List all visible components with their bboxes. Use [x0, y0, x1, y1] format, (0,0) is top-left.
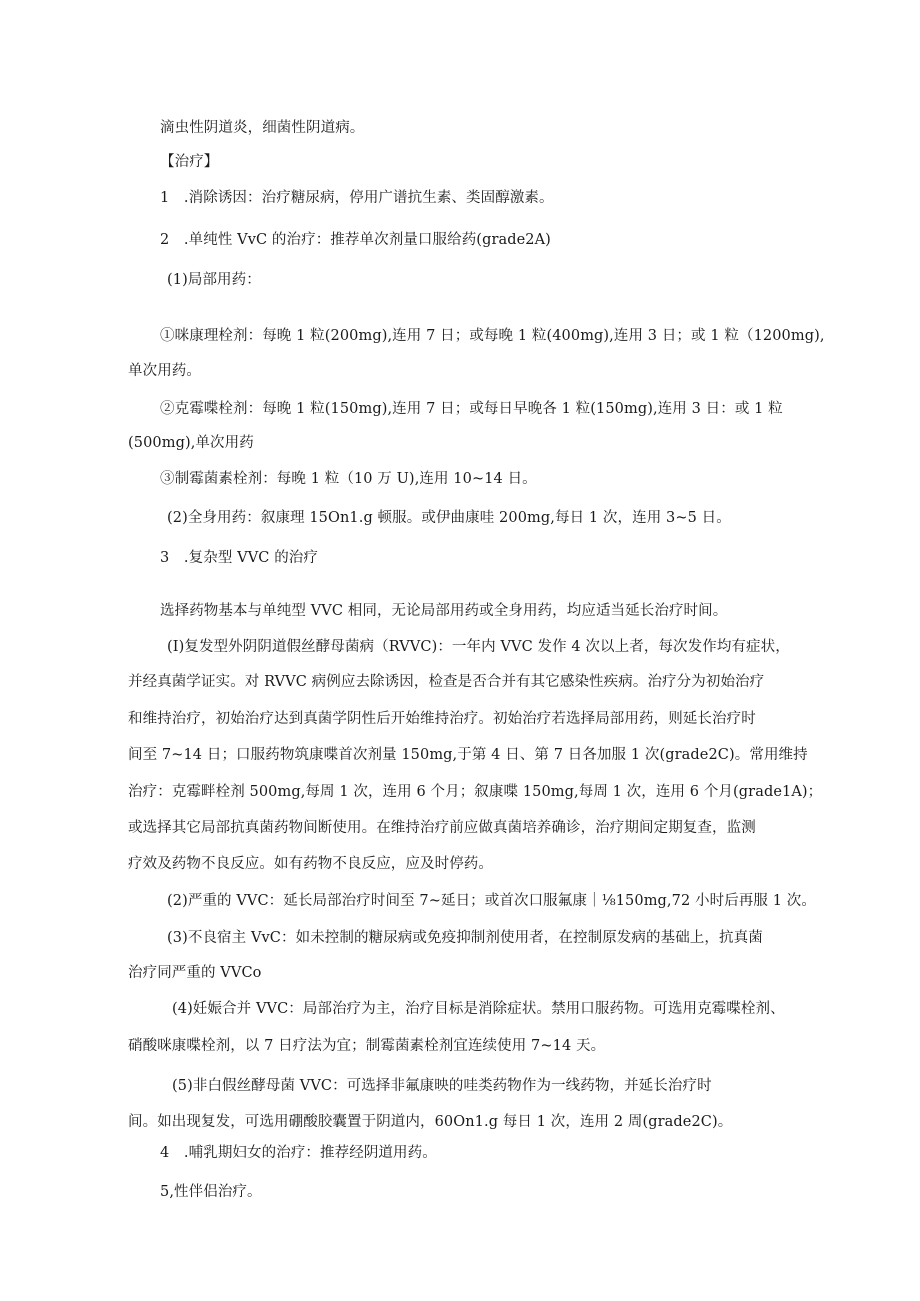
text-line: 硝酸咪康喋栓剂，以 7 日疗法为宜；制霉菌素栓剂宜连续使用 7~14 天。 — [128, 1038, 606, 1054]
text-line: 4 .哺乳期妇女的治疗：推荐经阴道用药。 — [160, 1145, 437, 1161]
text-line: 2 .单纯性 VvC 的治疗：推荐单次剂量口服给药(grade2A) — [160, 232, 551, 248]
text-line: ③制霉菌素栓剂：每晚 1 粒（10 万 U),连用 10~14 日。 — [160, 471, 537, 487]
text-line: (3)不良宿主 VvC：如未控制的糖尿病或免疫抑制剂使用者，在控制原发病的基础上，抗真菌 — [167, 930, 763, 946]
text-line: (2)全身用药：叙康理 15On1.g 顿服。或伊曲康哇 200mg,每日 1 次，连用 3~5 日。 — [167, 510, 731, 526]
text-line: (5)非白假丝酵母菌 VVC：可选择非氟康映的哇类药物作为一线药物，并延长治疗时 — [172, 1078, 712, 1094]
text-line: 治疗：克霉畔栓剂 500mg,每周 1 次，连用 6 个月；叙康喋 150mg,每周 1 次，连用 6 个月(grade1A)； — [128, 784, 823, 800]
text-line: (1)局部用药： — [167, 272, 261, 288]
section-heading-treatment: 【治疗】 — [160, 154, 219, 170]
text-line: 单次用药。 — [128, 363, 201, 379]
text-line: 间。如出现复发，可选用硼酸胶囊置于阴道内，60On1.g 每日 1 次，连用 2 周(grade2C)。 — [128, 1114, 733, 1130]
text-line: (4)妊娠合并 VVC：局部治疗为主，治疗目标是消除症状。禁用口服药物。可选用克霉喋栓剂、 — [172, 1001, 785, 1017]
text-line: (I)复发型外阴阴道假丝酵母菌病（RVVC)：一年内 VVC 发作 4 次以上者，每次发作均有症状， — [167, 639, 790, 655]
text-line: 选择药物基本与单纯型 VVC 相同，无论局部用药或全身用药，均应适当延长治疗时间。 — [160, 603, 728, 619]
text-line: 3 .复杂型 VVC 的治疗 — [160, 550, 318, 566]
text-line: (2)严重的 VVC：延长局部治疗时间至 7~延日；或首次口服氟康｜⅛150mg,72 小时后再服 1 次。 — [167, 893, 816, 909]
text-line: 或选择其它局部抗真菌药物间断使用。在维持治疗前应做真菌培养确诊，治疗期间定期复查，监测 — [128, 820, 756, 836]
text-line: 滴虫性阴道炎，细菌性阴道病。 — [160, 120, 365, 136]
text-line: 和维持治疗，初始治疗达到真菌学阴性后开始维持治疗。初始治疗若选择局部用药，则延长治疗时 — [128, 711, 756, 727]
text-line: ②克霉喋栓剂：每晚 1 粒(150mg),连用 7 日；或每日早晚各 1 粒(150mg),连用 3 日：或 1 粒 — [160, 401, 783, 417]
text-line: 间至 7~14 日；口服药物筑康喋首次剂量 150mg,于第 4 日、第 7 日各加服 1 次(grade2C)。常用维持 — [128, 747, 808, 763]
text-line: 并经真菌学证实。对 RVVC 病例应去除诱因，检查是否合并有其它感染性疾病。治疗分为初始治疗 — [128, 674, 765, 690]
text-line: 1 .消除诱因：治疗糖尿病，停用广谱抗生素、类固醇激素。 — [160, 190, 554, 206]
text-line: (500mg),单次用药 — [128, 435, 254, 451]
text-line: ①咪康理栓剂：每晚 1 粒(200mg),连用 7 日；或每晚 1 粒(400mg),连用 3 日；或 1 粒（1200mg), — [160, 328, 825, 344]
text-line: 治疗同严重的 VVCo — [128, 965, 262, 981]
text-line: 疗效及药物不良反应。如有药物不良反应，应及时停药。 — [128, 856, 493, 872]
text-line: 5,性伴侣治疗。 — [160, 1184, 262, 1200]
